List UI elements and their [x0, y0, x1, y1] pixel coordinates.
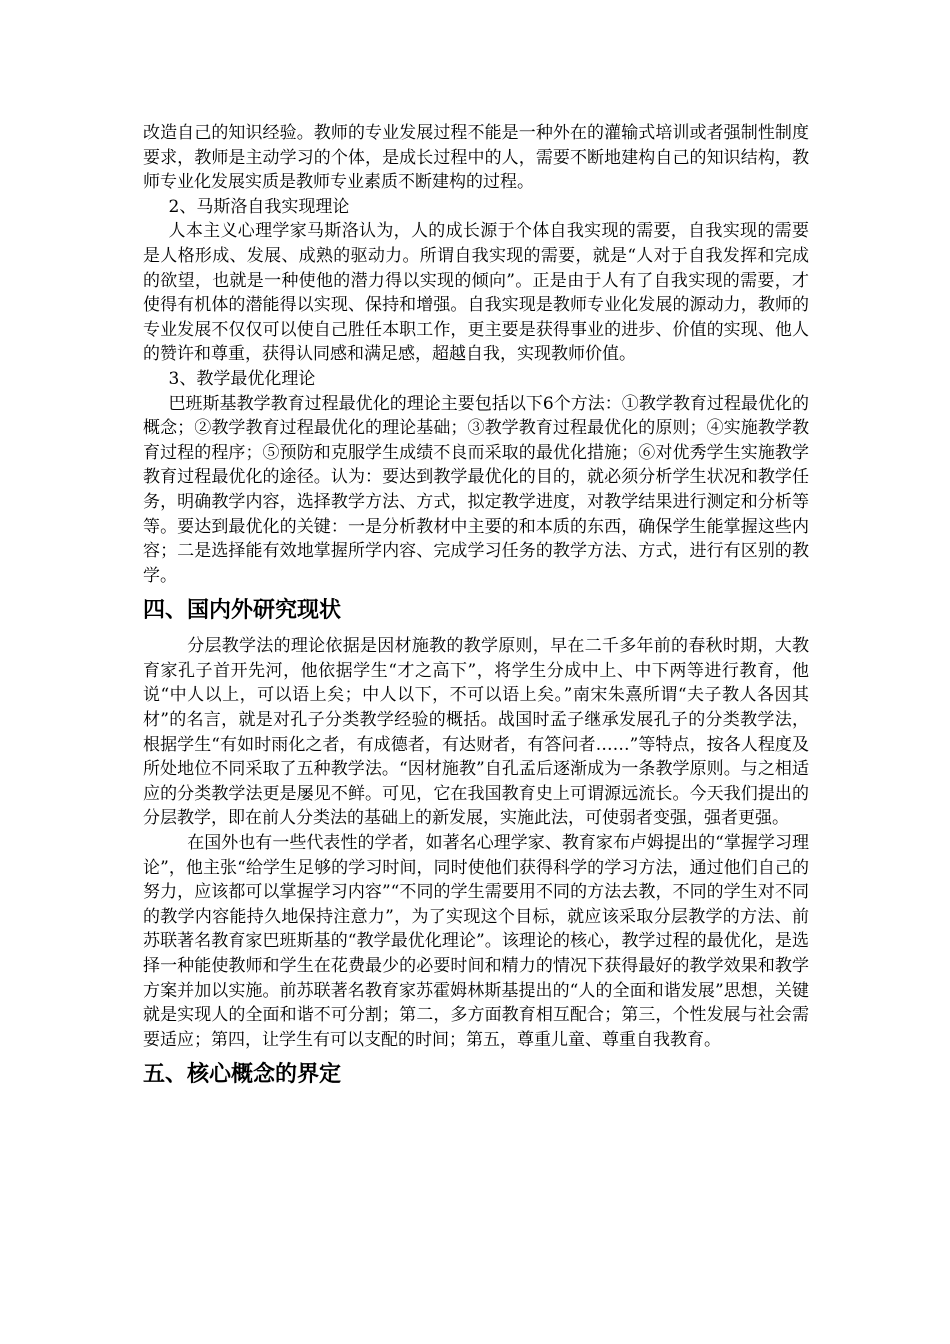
subheading-optimization: 3、教学最优化理论 — [168, 368, 316, 389]
section-heading-research-status: 四、国内外研究现状 — [143, 598, 342, 624]
section-heading-core-concepts: 五、核心概念的界定 — [143, 1062, 342, 1088]
paragraph-constructivism-end: 改造自己的知识经验。教师的专业发展过程不能是一种外在的灌输式培训或者强制性制度要求，教师是主动学习的个体，是成长过程中的人，需要不断地建构自己的知识结构，教师专业化发展实质是教师专业素质不断建构的过程。 — [143, 123, 809, 193]
document-page — [143, 121, 809, 1098]
paragraph-maslow: 人本主义心理学家马斯洛认为，人的成长源于个体自我实现的需要，自我实现的需要是人格形成、发展、成熟的驱动力。所谓自我实现的需要，就是“人对于自我发挥和完成的欲望，也就是一种使他的潜力得以实现的倾向”。正是由于人有了自我实现的需要，才使得有机体的潜能得以实现、保持和增强。自我实现是教师专业化发展的源动力，教师的专业发展不仅仅可以使自己胜任本职工作，更主要是获得事业的进步、价值的实现、他人的赞许和尊重，获得认同感和满足感，超越自我，实现教师价值。 — [143, 221, 809, 365]
paragraph-domestic-research: 分层教学法的理论依据是因材施教的教学原则，早在二千多年前的春秋时期，大教育家孔子首开先河，他依据学生“才之高下”，将学生分成中上、中下两等进行教育，他说“中人以上，可以语上矣；中人以下，不可以语上矣。”南宋朱熹所谓“夫子教人各因其材”的名言，就是对孔子分类教学经验的概括。战国时孟子继承发展孔子的分类教学法，根据学生“有如时雨化之者，有成德者，有达财者，有答问者……”等特点，按各人程度及所处地位不同采取了五种教学法。“因材施教”自孔孟后逐渐成为一条教学原则。与之相适应的分类教学法更是屡见不鲜。可见，它在我国教育史上可谓源远流长。今天我们提出的分层教学，即在前人分类法的基础上的新发展，实施此法，可使弱者变强，强者更强。 — [143, 636, 809, 829]
paragraph-foreign-research: 在国外也有一些代表性的学者，如著名心理学家、教育家布卢姆提出的“掌握学习理论”，他主张“给学生足够的学习时间，同时使他们获得科学的学习方法，通过他们自己的努力，应该都可以掌握学习内容”“不同的学生需要用不同的方法去教，不同的学生对不同的教学内容能持久地保持注意力”，为了实现这个目标，就应该采取分层教学的方法、前苏联著名教育家巴班斯基的“教学最优化理论”。该理论的核心，教学过程的最优化，是选择一种能使教师和学生在花费最少的必要时间和精力的情况下获得最好的教学效果和教学方案并加以实施。前苏联著名教育家苏霍姆林斯基提出的“人的全面和谐发展”思想，关键就是实现人的全面和谐不可分割；第二，多方面教育相互配合；第三，个性发展与社会需要适应；第四，让学生有可以支配的时间；第五，尊重儿童、尊重自我教育。 — [143, 833, 809, 1050]
paragraph-optimization: 巴班斯基教学教育过程最优化的理论主要包括以下6个方法：①教学教育过程最优化的概念；②教学教育过程最优化的理论基础；③教学教育过程最优化的原则；④实施教学教育过程的程序；⑤预防和克服学生成绩不良而采取的最优化措施；⑥对优秀学生实施教学教育过程最优化的途径。认为：要达到教学最优化的目的，就必须分析学生状况和教学任务，明确教学内容，选择教学方法、方式，拟定教学进度，对教学结果进行测定和分析等等。要达到最优化的关键：一是分析教材中主要的和本质的东西，确保学生能掌握这些内容；二是选择能有效地掌握所学内容、完成学习任务的教学方法、方式，进行有区别的教学。 — [143, 393, 809, 586]
subheading-maslow: 2、马斯洛自我实现理论 — [168, 196, 350, 217]
